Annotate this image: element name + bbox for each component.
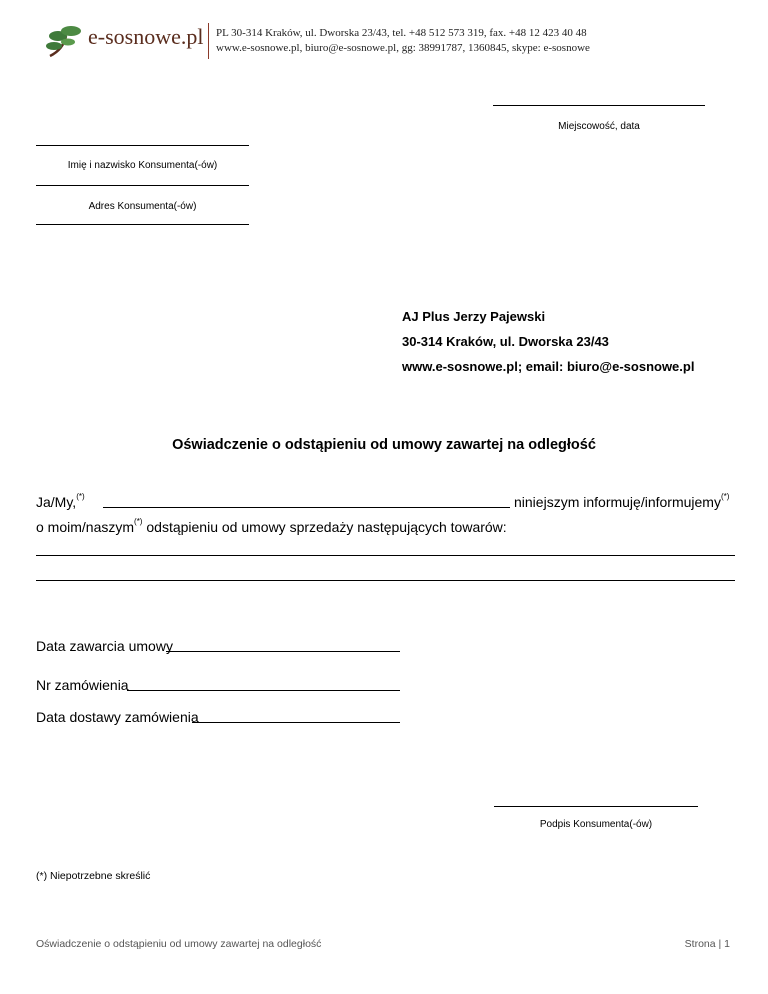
recipient-name: AJ Plus Jerzy Pajewski [402,309,546,324]
recipient-address: 30-314 Kraków, ul. Dworska 23/43 [402,334,609,349]
footnote-marker: (*) [76,492,85,501]
goods-line-1 [36,555,735,556]
company-logo [44,22,204,62]
logo-text: e-sosnowe.pl [88,24,204,49]
statement-line-2-start: o moim/naszym [36,519,135,535]
delivery-date-label: Data dostawy zamówienia [36,709,199,725]
name-caption: Imię i nazwisko Konsumenta(-ów) [67,160,218,171]
consumer-name-line [103,496,510,508]
footnote: (*) Niepotrzebne skreślić [36,870,151,882]
footnote-marker: (*) [134,517,143,526]
name-line [36,145,249,146]
delivery-date-line [192,711,400,723]
order-number-label: Nr zamówienia [36,677,129,693]
address-line-2 [36,224,249,225]
page-number: Strona | 1 [684,938,730,950]
company-address: PL 30-314 Kraków, ul. Dworska 23/43, tel. +48 512 573 319, fax. +48 12 423 40 48 [216,27,587,39]
order-number-line [127,679,400,691]
footnote-marker: (*) [720,492,730,501]
company-contact: www.e-sosnowe.pl, biuro@e-sosnowe.pl, gg: 38991787, 1360845, skype: e-sosnowe [216,42,590,54]
place-date-caption: Miejscowość, data [558,121,640,132]
contract-date-label: Data zawarcia umowy [36,638,173,654]
place-date-line [493,105,705,106]
goods-line-2 [36,580,735,581]
recipient-contact: www.e-sosnowe.pl; email: biuro@e-sosnowe.pl [402,359,695,374]
statement-start: Ja/My, [36,494,77,510]
statement-line-1 [36,494,85,510]
footer-title: Oświadczenie o odstąpieniu od umowy zawartej na odległość [36,938,322,950]
statement-line-2 [36,519,507,535]
address-caption: Adres Konsumenta(-ów) [88,201,197,212]
document-title: Oświadczenie o odstąpieniu od umowy zawartej na odległość [172,437,596,453]
statement-line-1-end [514,494,729,510]
statement-line-2-end: odstąpieniu od umowy sprzedaży następujących towarów: [146,519,507,535]
contract-date-line [166,640,400,652]
statement-end: niniejszym informuję/informujemy [514,494,721,510]
signature-caption: Podpis Konsumenta(-ów) [539,819,653,830]
pine-tree-icon [44,22,88,62]
signature-line [494,806,698,807]
address-line [36,185,249,186]
header-separator [208,23,209,59]
